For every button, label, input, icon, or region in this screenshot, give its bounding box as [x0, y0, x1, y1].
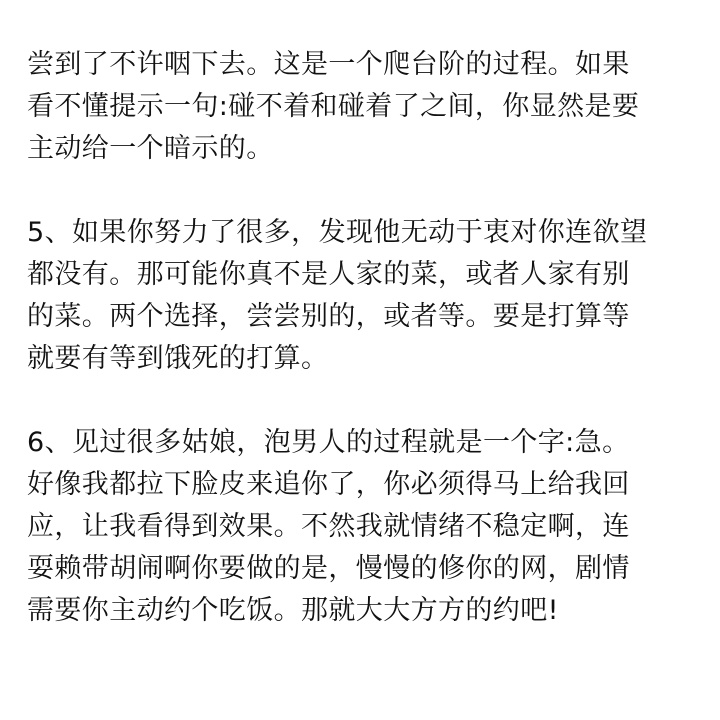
text-line: 好像我都拉下脸皮来追你了，你必须得马上给我回: [27, 469, 630, 500]
paragraph-2: [27, 212, 697, 380]
paragraph-1: [27, 44, 697, 170]
paragraph-3: [27, 422, 697, 632]
text-line: 看不懂提示一句:碰不着和碰着了之间，你显然是要: [27, 91, 640, 122]
text-line: 5、如果你努力了很多，发现他无动于衷对你连欲望: [27, 217, 648, 248]
text-line: 应，让我看得到效果。不然我就情绪不稳定啊，连: [27, 511, 630, 542]
text-line: 需要你主动约个吃饭。那就大大方方的约吧!: [27, 595, 559, 626]
text-line: 尝到了不许咽下去。这是一个爬台阶的过程。如果: [27, 49, 630, 80]
text-line: 的菜。两个选择，尝尝别的，或者等。要是打算等: [27, 301, 630, 332]
text-line: 6、见过很多姑娘，泡男人的过程就是一个字:急。: [27, 427, 630, 458]
text-line: 主动给一个暗示的。: [27, 133, 274, 164]
text-line: 都没有。那可能你真不是人家的菜，或者人家有别: [27, 259, 630, 290]
text-line: 就要有等到饿死的打算。: [27, 343, 329, 374]
text-line: 耍赖带胡闹啊你要做的是，慢慢的修你的网，剧情: [27, 553, 630, 584]
document-body: [27, 44, 697, 674]
